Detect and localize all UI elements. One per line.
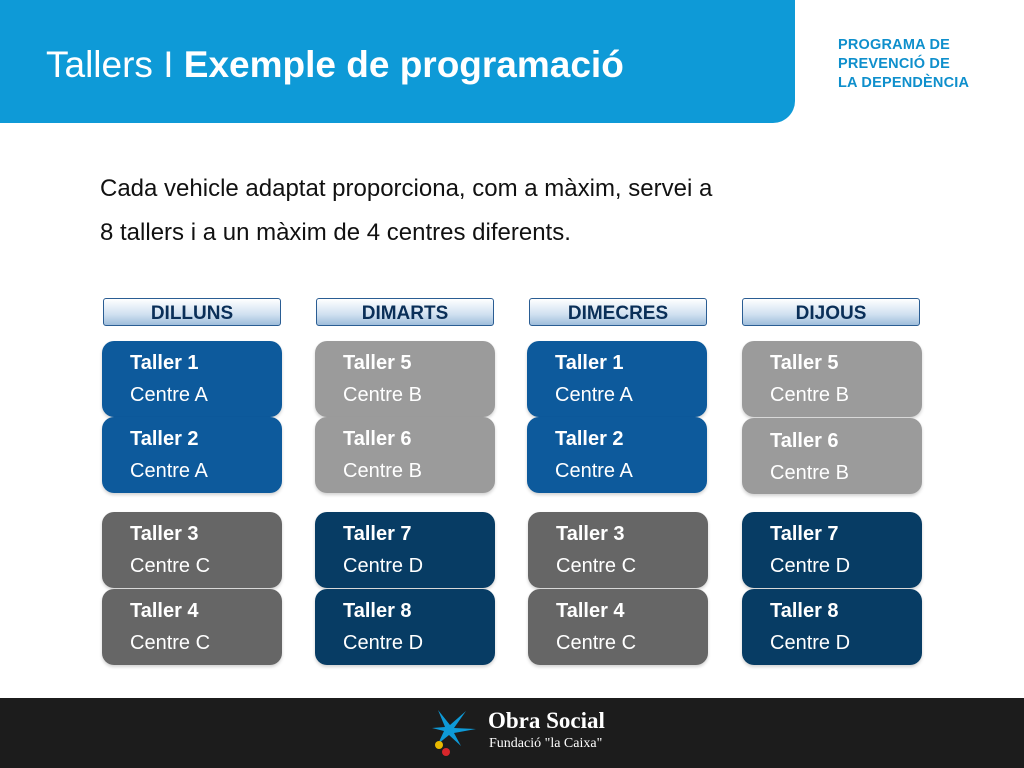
workshop-name: Taller 6 [343,428,412,450]
logo-name: Obra Social [488,708,605,733]
workshop-card [102,589,282,665]
centre-name: Centre D [770,555,851,577]
workshop-card [315,512,495,588]
workshop-name: Taller 3 [130,523,199,545]
workshop-name: Taller 7 [343,523,412,545]
workshop-name: Taller 4 [556,600,625,622]
centre-name: Centre B [343,460,422,482]
footer-bar [0,698,1024,768]
workshop-name: Taller 5 [343,352,412,374]
workshop-card [315,417,495,493]
workshop-name: Taller 2 [130,428,199,450]
title-regular: Tallers I [46,44,184,85]
workshop-name: Taller 3 [556,523,625,545]
workshop-name: Taller 5 [770,352,839,374]
centre-name: Centre D [343,632,424,654]
program-line-1: PROGRAMA DE [838,37,951,53]
workshop-name: Taller 1 [555,352,624,374]
workshop-name: Taller 1 [130,352,199,374]
workshop-name: Taller 2 [555,428,624,450]
workshop-card [742,418,922,494]
page-title [46,44,624,86]
centre-name: Centre A [555,384,633,406]
centre-name: Centre D [770,632,851,654]
intro-line-2: 8 tallers i a un màxim de 4 centres diferents. [100,219,571,246]
header-banner [0,0,795,123]
day-header-dilluns: DILLUNS [103,298,281,326]
workshop-card [528,512,708,588]
workshop-card [742,341,922,417]
centre-name: Centre A [555,460,633,482]
centre-name: Centre C [556,632,637,654]
centre-name: Centre B [343,384,422,406]
centre-name: Centre C [130,555,211,577]
centre-name: Centre D [343,555,424,577]
workshop-name: Taller 4 [130,600,199,622]
title-bold: Exemple de programació [183,44,624,85]
workshop-card [315,341,495,417]
workshop-card [527,341,707,417]
workshop-card [742,512,922,588]
workshop-card [102,341,282,417]
workshop-card [527,417,707,493]
workshop-name: Taller 7 [770,523,839,545]
workshop-card [102,417,282,493]
workshop-card [528,589,708,665]
workshop-card [742,589,922,665]
program-line-3: LA DEPENDÈNCIA [838,75,970,91]
day-header-dimarts: DIMARTS [316,298,494,326]
intro-line-1: Cada vehicle adaptat proporciona, com a màxim, servei a [100,175,713,202]
program-label [838,36,969,93]
centre-name: Centre B [770,462,849,484]
centre-name: Centre A [130,384,208,406]
workshop-name: Taller 8 [343,600,412,622]
centre-name: Centre C [130,632,211,654]
workshop-name: Taller 6 [770,430,839,452]
la-caixa-star-icon [430,708,482,758]
logo-subtitle: Fundació "la Caixa" [489,736,603,751]
day-header-dimecres: DIMECRES [529,298,707,326]
centre-name: Centre A [130,460,208,482]
program-line-2: PREVENCIÓ DE [838,56,950,72]
centre-name: Centre C [556,555,637,577]
centre-name: Centre B [770,384,849,406]
workshop-card [102,512,282,588]
day-header-dijous: DIJOUS [742,298,920,326]
workshop-name: Taller 8 [770,600,839,622]
intro-text [100,167,712,255]
workshop-card [315,589,495,665]
